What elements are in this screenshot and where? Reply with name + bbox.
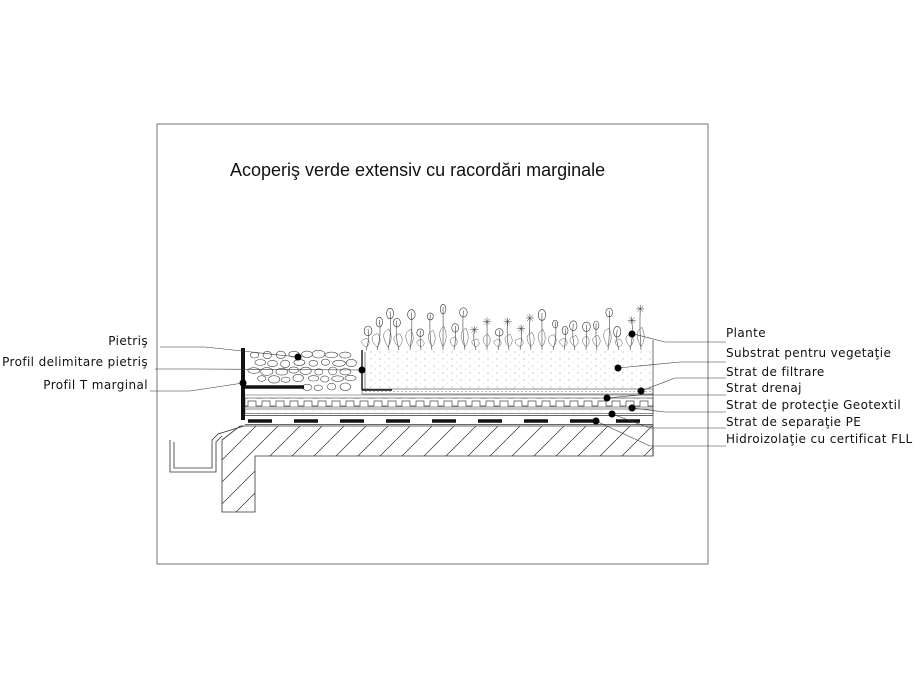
gravel-stone <box>300 367 311 374</box>
gravel-stone <box>340 369 351 375</box>
gravel-stone <box>248 368 260 374</box>
gravel-stone <box>261 368 273 376</box>
concrete-slab <box>222 426 653 512</box>
gravel-stone <box>255 360 266 366</box>
plant <box>570 321 579 350</box>
plant <box>582 322 590 350</box>
gravel-stone <box>329 367 337 375</box>
geotextile-layer <box>245 409 653 414</box>
label-protectie: Strat de protecţie Geotextil <box>726 398 901 412</box>
label-drenaj: Strat drenaj <box>726 381 802 395</box>
plant <box>417 329 424 350</box>
plant <box>372 317 383 350</box>
plant <box>460 308 469 350</box>
gravel-stone <box>281 377 290 382</box>
gravel-stone <box>289 367 299 373</box>
gravel-stone <box>325 352 338 358</box>
gravel-stone <box>308 376 318 381</box>
gravel-stone <box>346 359 356 366</box>
gravel-strip <box>248 350 356 390</box>
plant <box>515 325 525 350</box>
label-filtrare: Strat de filtrare <box>726 365 825 379</box>
plant <box>483 318 491 351</box>
gravel-stone <box>263 351 271 358</box>
gravel-stone <box>250 352 259 358</box>
label-profil-t: Profil T marginal <box>43 378 148 392</box>
gravel-stone <box>340 352 351 358</box>
label-pietris: Pietriş <box>108 334 148 348</box>
label-plante: Plante <box>726 326 766 340</box>
gravel-stone <box>333 360 346 366</box>
page-title: Acoperiş verde extensiv cu racordări marginale <box>230 160 605 181</box>
gravel-stone <box>332 376 344 382</box>
plant <box>450 324 458 350</box>
plant <box>494 329 503 350</box>
plant <box>440 304 447 350</box>
gravel-stone <box>281 360 290 367</box>
gravel-stone <box>309 360 318 366</box>
gravel-stone <box>302 351 313 357</box>
plant <box>470 326 479 350</box>
gravel-stone <box>294 359 305 365</box>
plant <box>604 308 613 350</box>
plant <box>427 313 435 350</box>
gravel-stone <box>258 376 266 382</box>
edge-gutter-profile <box>170 436 222 472</box>
plant <box>560 326 568 350</box>
gravel-stone <box>268 376 279 383</box>
gravel-stone <box>293 374 304 381</box>
gravel-stone <box>340 383 351 391</box>
gravel-stone <box>314 385 322 390</box>
plant <box>526 314 534 350</box>
substrate-layer <box>368 350 653 389</box>
drainage-layer <box>245 398 653 407</box>
gravel-stone <box>345 375 356 380</box>
plant <box>504 318 513 351</box>
label-profil-delimitare: Profil delimitare pietriş <box>2 355 148 369</box>
gravel-stone <box>312 350 325 358</box>
plant <box>548 320 558 350</box>
plant <box>636 305 644 350</box>
plant <box>538 310 546 350</box>
gravel-stone <box>321 376 329 382</box>
plant <box>384 308 394 350</box>
gravel-stone <box>268 360 278 366</box>
plant <box>393 318 402 350</box>
plant <box>614 326 623 350</box>
label-hidroizolatie: Hidroizolaţie cu certificat FLL <box>726 432 913 446</box>
label-separatie: Strat de separaţie PE <box>726 415 861 429</box>
plant <box>593 321 601 350</box>
plant <box>361 326 371 350</box>
gravel-stone <box>321 359 329 365</box>
label-substrat: Substrat pentru vegetaţie <box>726 346 891 360</box>
plant <box>406 310 415 350</box>
waterproofing-layer <box>245 421 653 425</box>
gravel-stone <box>328 383 336 390</box>
plants <box>361 304 644 350</box>
